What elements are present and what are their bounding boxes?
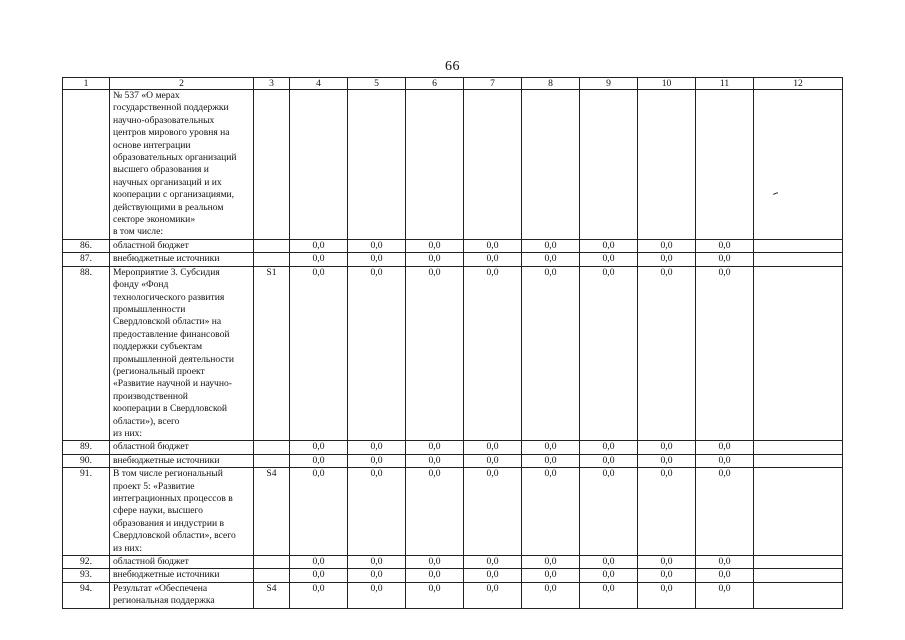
row-value-col12 xyxy=(754,253,843,266)
column-header: 7 xyxy=(464,78,522,90)
table-row xyxy=(63,582,843,608)
row-value: 0,0 xyxy=(290,239,348,252)
row-code: S4 xyxy=(254,582,290,608)
row-value: 0,0 xyxy=(290,569,348,582)
row-number: 94. xyxy=(63,582,110,608)
row-value: 0,0 xyxy=(290,253,348,266)
row-value: 0,0 xyxy=(696,266,754,441)
row-number: 90. xyxy=(63,454,110,467)
row-value: 0,0 xyxy=(638,468,696,556)
row-value: 0,0 xyxy=(522,582,580,608)
row-value: 0,0 xyxy=(464,441,522,454)
row-value: 0,0 xyxy=(522,253,580,266)
row-value: 0,0 xyxy=(290,582,348,608)
table-row xyxy=(63,454,843,467)
row-value: 0,0 xyxy=(348,266,406,441)
row-value: 0,0 xyxy=(522,569,580,582)
row-code xyxy=(254,253,290,266)
row-value: 0,0 xyxy=(464,569,522,582)
row-value: 0,0 xyxy=(348,569,406,582)
row-description: внебюджетные источники xyxy=(110,454,254,467)
table-row xyxy=(63,90,843,240)
row-value: 0,0 xyxy=(290,468,348,556)
row-number: 91. xyxy=(63,468,110,556)
row-value: 0,0 xyxy=(522,266,580,441)
row-value: 0,0 xyxy=(696,454,754,467)
row-value: 0,0 xyxy=(638,556,696,569)
row-value: 0,0 xyxy=(638,582,696,608)
row-description: областной бюджет xyxy=(110,556,254,569)
row-value-col12 xyxy=(754,239,843,252)
row-description: областной бюджет xyxy=(110,441,254,454)
row-value: 0,0 xyxy=(464,556,522,569)
row-number: 92. xyxy=(63,556,110,569)
row-value: 0,0 xyxy=(580,441,638,454)
row-number: 88. xyxy=(63,266,110,441)
table-row xyxy=(63,239,843,252)
row-code: S1 xyxy=(254,266,290,441)
row-value xyxy=(580,90,638,240)
table-row xyxy=(63,266,843,441)
row-value-col12 xyxy=(754,441,843,454)
row-value: 0,0 xyxy=(580,582,638,608)
row-value: 0,0 xyxy=(348,253,406,266)
table-row xyxy=(63,556,843,569)
table-row xyxy=(63,468,843,556)
row-code xyxy=(254,239,290,252)
header-row xyxy=(63,78,843,90)
row-value-col12 xyxy=(754,582,843,608)
row-value: 0,0 xyxy=(464,582,522,608)
row-number: 87. xyxy=(63,253,110,266)
row-value: 0,0 xyxy=(348,468,406,556)
row-value: 0,0 xyxy=(464,468,522,556)
row-value: 0,0 xyxy=(696,239,754,252)
row-value: 0,0 xyxy=(638,253,696,266)
row-value: 0,0 xyxy=(464,454,522,467)
row-value: 0,0 xyxy=(464,266,522,441)
row-code xyxy=(254,90,290,240)
row-value: 0,0 xyxy=(406,454,464,467)
row-value: 0,0 xyxy=(580,569,638,582)
column-header: 2 xyxy=(110,78,254,90)
row-value: 0,0 xyxy=(406,556,464,569)
column-header: 1 xyxy=(63,78,110,90)
row-description: В том числе региональный проект 5: «Развитие интеграционных процессов в сфере науки, высшего образования и индустрии в Свердловской области», всего из них: xyxy=(110,468,254,556)
row-value: 0,0 xyxy=(464,239,522,252)
row-value: 0,0 xyxy=(696,468,754,556)
row-value: 0,0 xyxy=(580,556,638,569)
row-value: 0,0 xyxy=(406,266,464,441)
row-code xyxy=(254,556,290,569)
table-row xyxy=(63,569,843,582)
row-value xyxy=(290,90,348,240)
row-value: 0,0 xyxy=(290,266,348,441)
row-value: 0,0 xyxy=(348,239,406,252)
column-header: 9 xyxy=(580,78,638,90)
row-value: 0,0 xyxy=(522,454,580,467)
row-value xyxy=(638,90,696,240)
row-number: 89. xyxy=(63,441,110,454)
row-value: 0,0 xyxy=(580,253,638,266)
column-header: 3 xyxy=(254,78,290,90)
row-value-col12 xyxy=(754,556,843,569)
row-value-col12 xyxy=(754,454,843,467)
row-code xyxy=(254,569,290,582)
column-header: 4 xyxy=(290,78,348,90)
row-code xyxy=(254,454,290,467)
row-value-col12 xyxy=(754,468,843,556)
row-value xyxy=(522,90,580,240)
row-code: S4 xyxy=(254,468,290,556)
row-value: 0,0 xyxy=(464,253,522,266)
page-number: 66 xyxy=(445,59,460,74)
row-value: 0,0 xyxy=(638,266,696,441)
row-value: 0,0 xyxy=(406,569,464,582)
row-value: 0,0 xyxy=(522,468,580,556)
row-value: 0,0 xyxy=(580,266,638,441)
row-value: 0,0 xyxy=(406,468,464,556)
row-value: 0,0 xyxy=(348,556,406,569)
row-description: внебюджетные источники xyxy=(110,253,254,266)
row-value: 0,0 xyxy=(638,239,696,252)
row-description: Результат «Обеспечена региональная поддержка xyxy=(110,582,254,608)
column-header: 11 xyxy=(696,78,754,90)
row-value: 0,0 xyxy=(580,468,638,556)
row-value: 0,0 xyxy=(348,441,406,454)
row-value: 0,0 xyxy=(522,556,580,569)
row-value: 0,0 xyxy=(406,441,464,454)
row-value: 0,0 xyxy=(348,582,406,608)
row-value: 0,0 xyxy=(696,582,754,608)
column-header: 6 xyxy=(406,78,464,90)
row-value-col12 xyxy=(754,90,843,240)
row-value: 0,0 xyxy=(696,253,754,266)
column-header: 8 xyxy=(522,78,580,90)
row-value: 0,0 xyxy=(696,441,754,454)
row-value: 0,0 xyxy=(638,441,696,454)
row-value: 0,0 xyxy=(406,239,464,252)
row-value-col12 xyxy=(754,266,843,441)
row-number: 86. xyxy=(63,239,110,252)
row-value: 0,0 xyxy=(290,556,348,569)
budget-table xyxy=(62,77,843,609)
row-value: 0,0 xyxy=(522,441,580,454)
row-value: 0,0 xyxy=(580,454,638,467)
row-description: областной бюджет xyxy=(110,239,254,252)
row-value: 0,0 xyxy=(406,582,464,608)
row-description: № 537 «О мерах государственной поддержки научно-образовательных центров мирового уровня на основе интеграции образовательных организаций высшего образования и научных организаций и их кооперации с организациями, действующими в реальном секторе экономики» в том числе: xyxy=(110,90,254,240)
row-value: 0,0 xyxy=(696,556,754,569)
row-value: 0,0 xyxy=(348,454,406,467)
column-header: 12 xyxy=(754,78,843,90)
row-value xyxy=(464,90,522,240)
row-value: 0,0 xyxy=(638,569,696,582)
row-code xyxy=(254,441,290,454)
row-value: 0,0 xyxy=(638,454,696,467)
row-value xyxy=(348,90,406,240)
table-row xyxy=(63,441,843,454)
row-number xyxy=(63,90,110,240)
row-value: 0,0 xyxy=(406,253,464,266)
row-value: 0,0 xyxy=(290,441,348,454)
column-header: 10 xyxy=(638,78,696,90)
row-description: внебюджетные источники xyxy=(110,569,254,582)
row-value: 0,0 xyxy=(290,454,348,467)
row-value-col12 xyxy=(754,569,843,582)
row-value xyxy=(406,90,464,240)
row-value: 0,0 xyxy=(696,569,754,582)
column-header: 5 xyxy=(348,78,406,90)
row-description: Мероприятие 3. Субсидия фонду «Фонд технологического развития промышленности Свердловской области» на предоставление финансовой поддержки субъектам промышленной деятельности (региональный проект «Развитие научной и научно- производственной кооперации в Свердловской области»), всего из них: xyxy=(110,266,254,441)
row-value xyxy=(696,90,754,240)
row-value: 0,0 xyxy=(580,239,638,252)
row-number: 93. xyxy=(63,569,110,582)
row-value: 0,0 xyxy=(522,239,580,252)
table-row xyxy=(63,253,843,266)
